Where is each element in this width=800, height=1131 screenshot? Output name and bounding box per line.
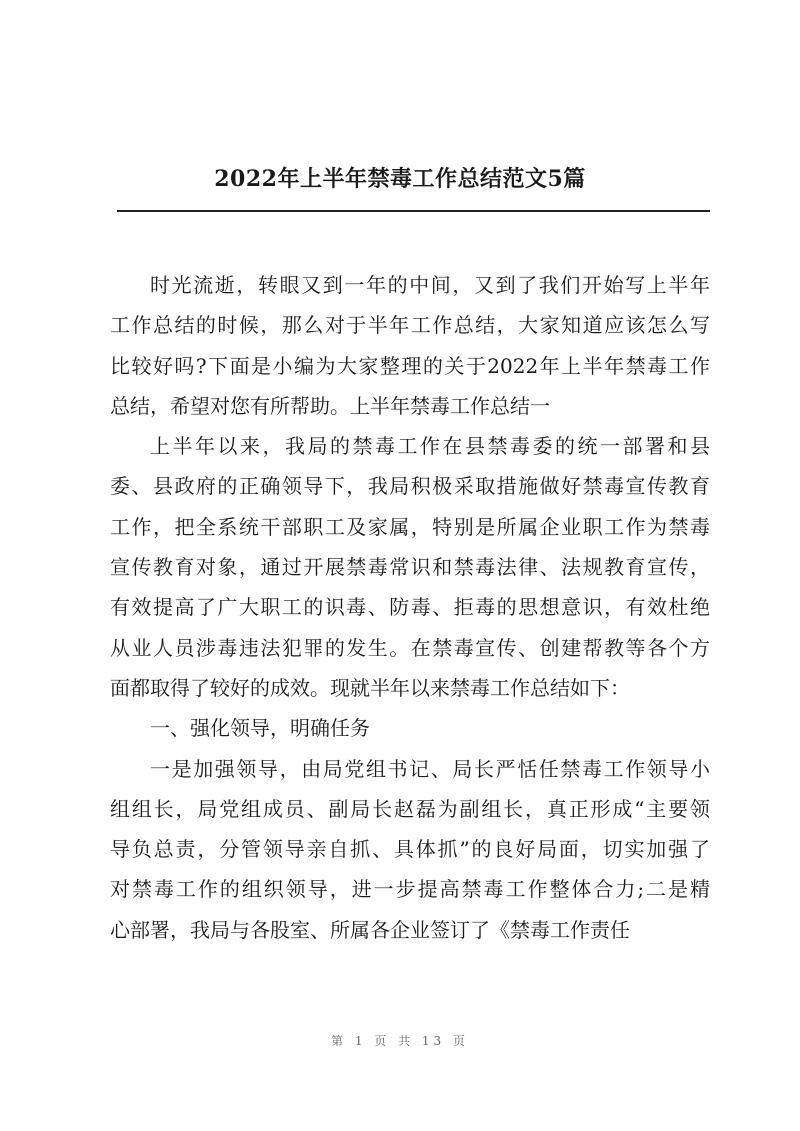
page-number-footer: 第 1 页 共 13 页 xyxy=(331,1034,469,1048)
body-text-line: 比较好吗?下面是小编为大家整理的关于2022年上半年禁毒工作 xyxy=(110,353,710,378)
body-text-line: 一是加强领导，由局党组书记、局长严恬任禁毒工作领导小 xyxy=(150,756,710,781)
body-text-line: 对禁毒工作的组织领导，进一步提高禁毒工作整体合力;二是精 xyxy=(110,877,710,902)
body-text-line: 工作，把全系统干部职工及家属，特别是所属企业职工作为禁毒 xyxy=(110,514,710,539)
body-text-line: 面都取得了较好的成效。现就半年以来禁毒工作总结如下： xyxy=(110,675,630,700)
body-text-line: 有效提高了广大职工的识毒、防毒、拒毒的思想意识，有效杜绝 xyxy=(110,595,710,620)
body-text-line: 组组长，局党组成员、副局长赵磊为副组长，真正形成“主要领 xyxy=(110,796,710,821)
body-text-line: 时光流逝，转眼又到一年的中间，又到了我们开始写上半年 xyxy=(150,273,710,297)
body-text-line: 委、县政府的正确领导下，我局积极采取措施做好禁毒宣传教育 xyxy=(110,474,710,499)
document-body xyxy=(110,265,710,950)
page-title: 2022年上半年禁毒工作总结范文5篇 xyxy=(214,166,586,192)
body-text-line: 总结，希望对您有所帮助。上半年禁毒工作总结一 xyxy=(110,393,550,418)
title-divider xyxy=(117,210,710,212)
body-text-line: 一、强化领导，明确任务 xyxy=(150,716,370,741)
body-text-line: 宣传教育对象，通过开展禁毒常识和禁毒法律、法规教育宣传， xyxy=(110,555,710,580)
body-text-line: 工作总结的时候，那么对于半年工作总结，大家知道应该怎么写 xyxy=(110,313,710,338)
body-text-line: 导负总责，分管领导亲自抓、具体抓”的良好局面，切实加强了 xyxy=(110,837,710,862)
body-text-line: 上半年以来，我局的禁毒工作在县禁毒委的统一部署和县 xyxy=(150,434,710,459)
body-text-line: 心部署，我局与各股室、所属各企业签订了《禁毒工作责任 xyxy=(110,917,630,942)
body-text-line: 从业人员涉毒违法犯罪的发生。在禁毒宣传、创建帮教等各个方 xyxy=(110,635,710,660)
